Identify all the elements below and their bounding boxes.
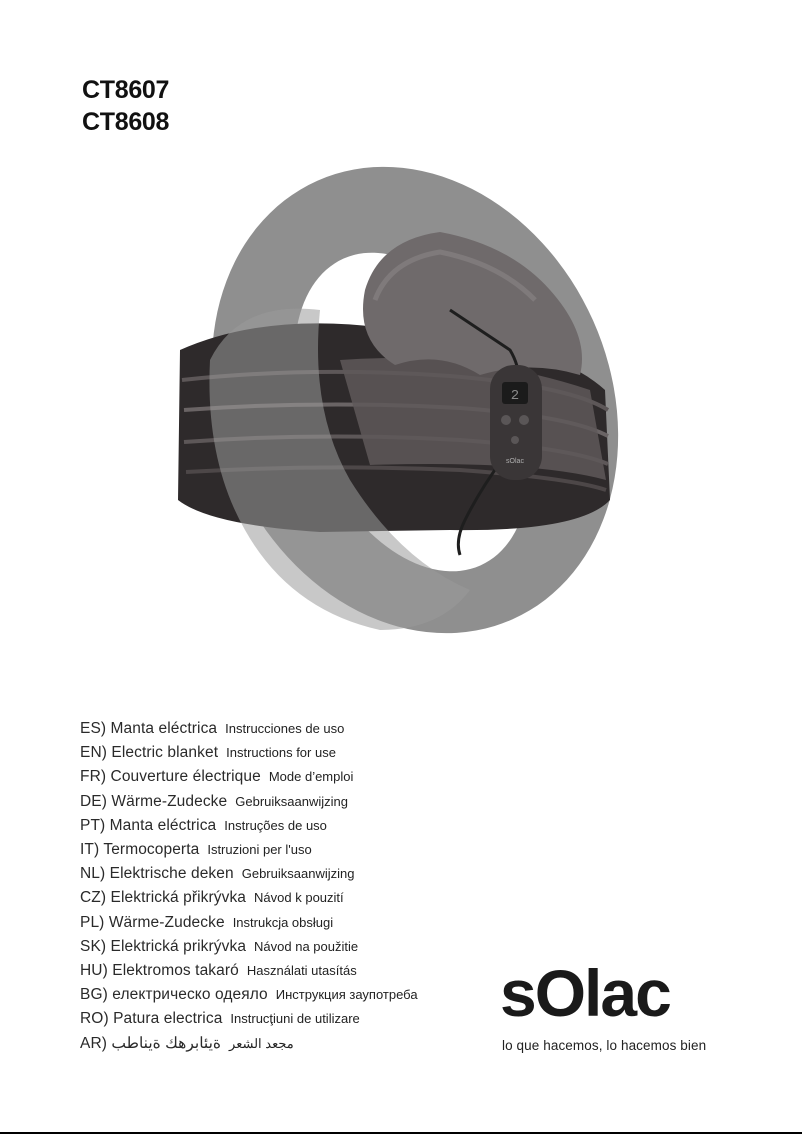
language-title: EN) Electric blanket xyxy=(80,744,219,762)
language-subtitle: Használati utasítás xyxy=(246,962,357,978)
controller-brand-mark: sOlac xyxy=(506,458,524,465)
language-subtitle: Gebruiksaanwijzing xyxy=(241,866,355,882)
language-row-es xyxy=(80,720,418,744)
language-row-hu xyxy=(80,962,418,986)
language-row-it xyxy=(80,841,418,865)
solac-logo xyxy=(500,956,720,1036)
power-icon xyxy=(511,436,519,444)
language-title: PT) Manta eléctrica xyxy=(80,816,217,834)
language-title: NL) Elektrische deken xyxy=(80,865,234,883)
language-row-nl xyxy=(80,865,418,889)
language-title: PL) Wärme-Zudecke xyxy=(80,913,225,931)
language-subtitle: مجعد الشعر xyxy=(229,1036,294,1052)
language-subtitle: Instruções de uso xyxy=(224,817,327,833)
language-subtitle: Mode d’emploi xyxy=(268,769,354,785)
language-subtitle: Istruzioni per l'uso xyxy=(207,841,312,857)
language-row-de xyxy=(80,793,418,817)
language-title: BG) електрическо одеяло xyxy=(80,986,268,1004)
language-subtitle: Instrucciones de uso xyxy=(225,721,345,736)
logo-text: sOlac xyxy=(500,956,670,1030)
language-subtitle: Instrucţiuni de utilizare xyxy=(230,1011,360,1027)
language-subtitle: Návod k pouzití xyxy=(254,890,344,906)
language-row-sk xyxy=(80,938,418,962)
controller-button-left xyxy=(501,415,511,425)
bottom-divider xyxy=(0,1132,802,1134)
language-row-bg xyxy=(80,986,418,1010)
model-number-1: CT8607 xyxy=(82,76,170,104)
language-list xyxy=(80,720,418,1059)
language-title: IT) Termocoperta xyxy=(80,840,200,858)
controller-display-value: 2 xyxy=(510,388,520,404)
language-subtitle: Instructions for use xyxy=(226,745,336,761)
language-subtitle: Instrukcja obsługi xyxy=(232,914,334,930)
language-row-ro xyxy=(80,1010,418,1034)
language-row-en xyxy=(80,744,418,768)
controller-button-right xyxy=(519,415,529,425)
language-row-pl xyxy=(80,914,418,938)
brand-block xyxy=(500,956,720,1053)
brand-slogan: lo que hacemos, lo hacemos bien xyxy=(502,1038,707,1053)
language-subtitle: Инструкция заупотреба xyxy=(275,987,418,1003)
model-numbers xyxy=(82,74,169,138)
language-subtitle: Návod na použitie xyxy=(254,938,359,954)
language-title: FR) Couverture électrique xyxy=(80,768,261,786)
language-title: DE) Wärme-Zudecke xyxy=(80,792,228,810)
product-image xyxy=(150,160,620,660)
language-row-cz xyxy=(80,889,418,913)
language-row-pt xyxy=(80,817,418,841)
language-title: SK) Elektrická prikrývka xyxy=(80,937,247,955)
language-subtitle: Gebruiksaanwijzing xyxy=(235,793,348,809)
model-number-2: CT8608 xyxy=(82,108,170,136)
language-title: RO) Patura electrica xyxy=(80,1010,223,1028)
language-title: ES) Manta eléctrica xyxy=(80,720,218,737)
language-title: CZ) Elektrická přikrývka xyxy=(80,889,247,907)
language-row-fr xyxy=(80,768,418,792)
language-title: AR) ةيئابرهك ةيناطب xyxy=(80,1035,222,1053)
remote-controller xyxy=(490,365,542,480)
language-title: HU) Elektromos takaró xyxy=(80,961,239,979)
language-row-ar xyxy=(80,1034,418,1058)
